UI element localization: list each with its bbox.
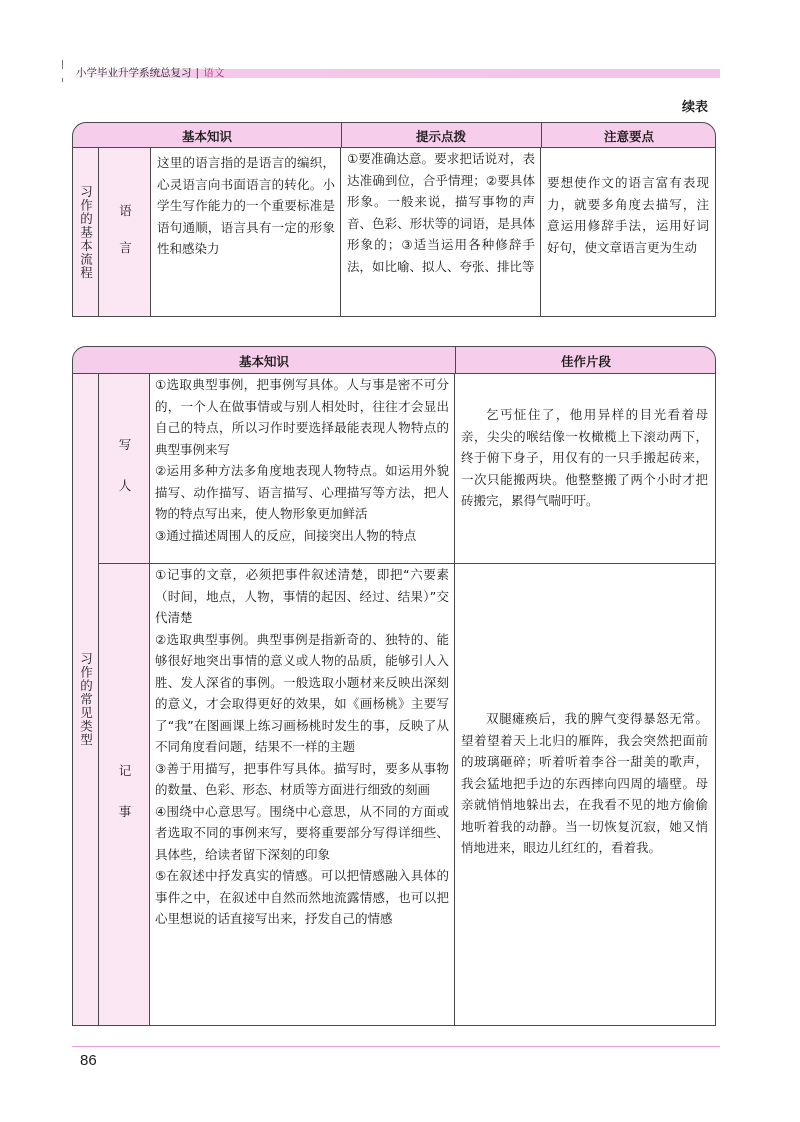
table2-category: 习作的常见类型 [78, 652, 94, 747]
table1-hint: ①要准确达意。要求把话说对，表达准确到位，合乎情理；②要具体形象。一般来说，描写事物的声音、色彩、形状等的词语，是具体形象的；③适当运用各种修辞手法，如比喻、拟人、夸张、排比等 [347, 151, 535, 274]
event-point-3: ③善于用描写，把事件写具体。描写时，要多从事物的数量、色彩、形态、材质等方面进行细致的刻画 [155, 760, 449, 797]
event-example: 双腿瘫痪后，我的脾气变得暴怒无常。望着望着天上北归的雁阵，我会突然把面前的玻璃砸碎；听着听着李谷一甜美的歌声，我会猛地把手边的东西摔向四周的墙壁。母亲就悄悄地躲出去，在我看不见的地方偷偷地听着我的动静。当一切恢复沉寂，她又悄悄地进来，眼边儿红红的，看着我。 [461, 711, 708, 855]
divider [150, 148, 151, 316]
header-separator: | [195, 67, 200, 79]
event-point-1: ①记事的文章，必须把事件叙述清楚，即把“六要素（时间，地点，人物，事情的起因、经过、结果）”交代清楚 [155, 567, 449, 625]
table1-header-hint: 提示点拨 [415, 129, 466, 144]
person-point-2: ②运用多种方法多角度地表现人物特点。如运用外貌描写、动作描写、语言描写、心理描写等方法，把人物的特点写出来，使人物形象更加鲜活 [155, 463, 449, 521]
event-point-5: ⑤在叙述中抒发真实的情感。可以把情感融入具体的事件之中，在叙述中自然而然地流露情感，也可以把心里想说的话直接写出来，抒发自己的情感 [155, 868, 449, 926]
header-text [76, 66, 224, 80]
table1-body [72, 147, 716, 317]
event-point-2: ②选取典型事例。典型事例是指新奇的、独特的、能够很好地突出事情的意义或人物的品质，能够引人入胜、发人深省的事例。一般选取小题材来反映出深刻的意义，才会取得更好的效果，如《画杨桃》主要写了“我”在图画课上练习画杨桃时发生的事，反映了从不同角度看问题，结果不一样的主题 [155, 631, 449, 754]
table1-category: 习作的基本流程 [78, 184, 94, 280]
table1-header-knowledge: 基本知识 [181, 129, 232, 144]
table2-body [72, 373, 716, 1026]
table1-knowledge: 这里的语言指的是语言的编织，心灵语言向书面语言的转化。小学生写作能力的一个重要标准是语句通顺，语言具有一定的形象性和感染力 [157, 155, 335, 256]
table1-header-note: 注意要点 [603, 129, 654, 144]
event-knowledge [155, 564, 449, 930]
person-point-3: ③通过描述周围人的反应，间接突出人物的特点 [155, 527, 417, 543]
table2-header-example: 佳作片段 [560, 354, 611, 369]
divider [340, 148, 341, 316]
table2-subcategory-event: 记 事 [117, 763, 132, 826]
table2-header-knowledge: 基本知识 [238, 354, 289, 369]
event-point-4: ④围绕中心意思写。围绕中心意思，从不同的方面或者选取不同的事例来写，要将重要部分写得详细些、具体些，给读者留下深刻的印象 [155, 803, 449, 862]
book-title: 小学毕业升学系统总复习 [76, 67, 192, 79]
table1-note: 要想使作文的语言富有表现力，就要多角度去描写，注意运用修辞手法，运用好词好句，使文章语言更为生动 [547, 175, 709, 255]
table1-header [72, 122, 716, 148]
footer-line [72, 1046, 720, 1047]
person-example: 乞丐怔住了，他用异样的目光看着母亲，尖尖的喉结像一枚橄榄上下滚动两下，终于俯下身子，用仅有的一只手搬起砖来，一次只能搬两块。他整整搬了两个小时才把砖搬完，累得气喘吁吁。 [461, 407, 708, 508]
table2-subcategory-person: 写 人 [117, 437, 132, 500]
page-number: 86 [80, 1052, 97, 1069]
table-writing-process [72, 122, 716, 317]
person-knowledge [155, 374, 449, 546]
subject-label: 语文 [203, 67, 225, 79]
continued-label: 续表 [681, 100, 708, 115]
divider [149, 374, 150, 1025]
divider [454, 374, 455, 1025]
person-point-1: ①选取典型事例，把事例写具体。人与事是密不可分的，一个人在做事情或与别人相处时，往往才会显出自己的特点，所以习作时要选择最能表现人物特点的典型事例来写 [155, 377, 449, 457]
divider [540, 148, 541, 316]
table1-subcategory: 语 言 [117, 204, 133, 260]
page-header [62, 66, 720, 80]
table2-header [72, 346, 716, 374]
table-writing-types [72, 346, 716, 1026]
